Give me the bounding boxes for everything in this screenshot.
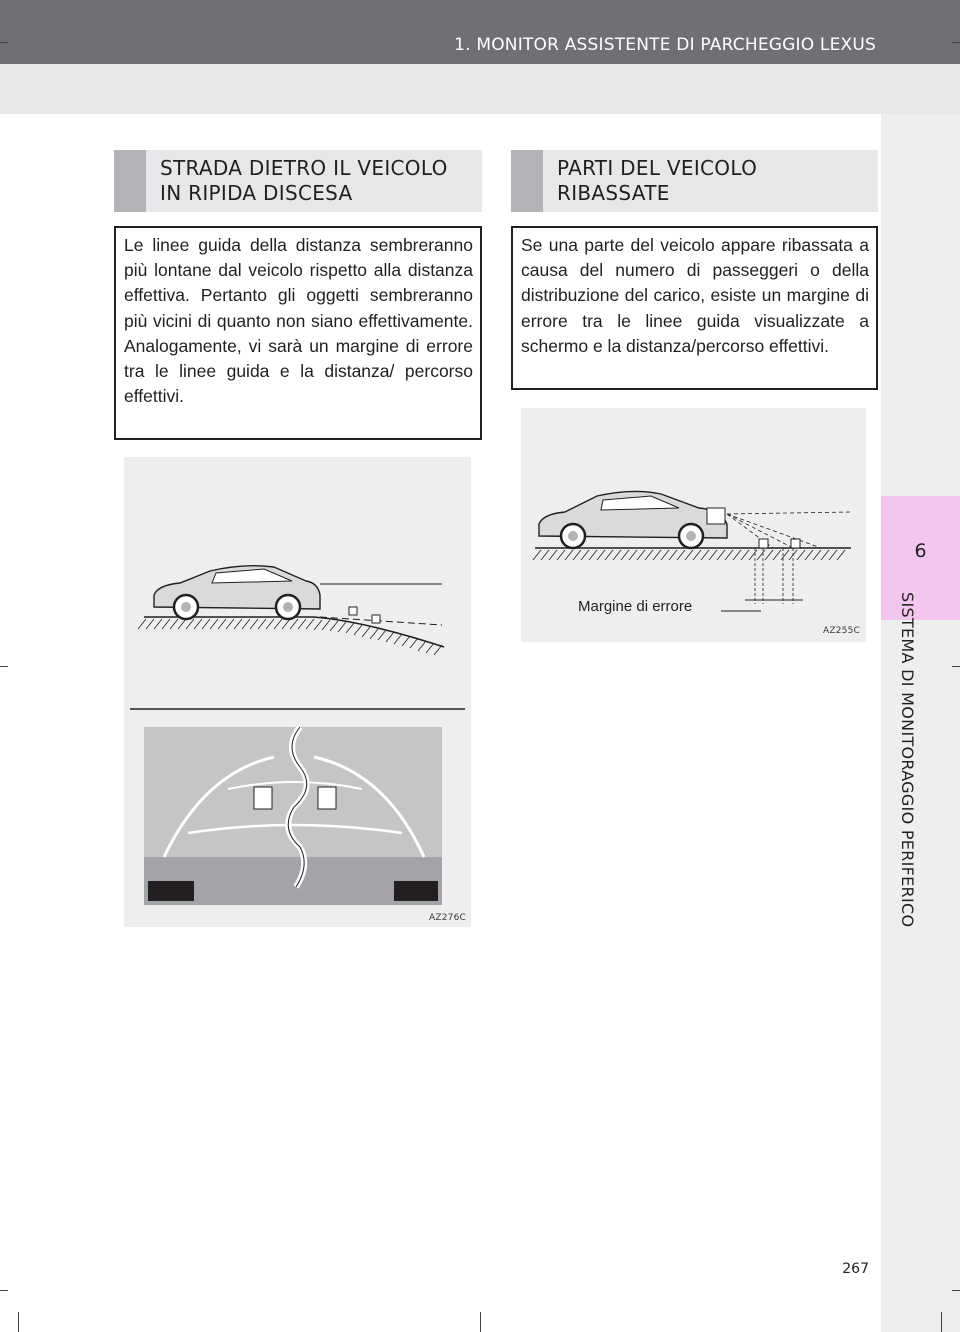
figure-lowered-parts	[521, 408, 866, 642]
crop-mark	[0, 666, 8, 667]
chapter-tab[interactable]	[881, 496, 960, 620]
figure-lowered-parts-drawing	[521, 408, 866, 642]
chapter-number: 6	[914, 540, 927, 562]
section-accent	[511, 150, 543, 212]
crop-mark	[0, 42, 8, 43]
crop-mark	[18, 1312, 19, 1332]
section-text: Le linee guida della distanza sembreranno più lontane dal veicolo rispetto alla distanza effettiva. Pertanto gli oggetti sembreranno più vicini di quanto non siano effettivamente. Analogamente, vi sarà un margine di errore tra le linee guida e la distanza/ percorso effettivi.	[124, 235, 473, 407]
crop-mark	[941, 1312, 942, 1332]
section-title	[160, 156, 474, 206]
section-title-line: PARTI DEL VEICOLO	[557, 156, 758, 180]
section-heading-steep-slope	[114, 150, 482, 212]
header-title: 1. MONITOR ASSISTENTE DI PARCHEGGIO LEXUS	[454, 35, 876, 55]
crop-mark	[952, 42, 960, 43]
section-text: Se una parte del veicolo appare ribassata a causa del numero di passeggeri o della distribuzione del carico, esiste un margine di errore tra le linee guida visualizzate a schermo e la distanza/percorso effettivi.	[521, 235, 869, 356]
header-band	[0, 64, 960, 114]
figure-label-margin: Margine di errore	[578, 598, 693, 615]
section-title	[557, 156, 870, 206]
figure-steep-slope-drawing	[124, 457, 471, 927]
crop-mark	[480, 1312, 481, 1332]
figure-code: AZ276C	[429, 913, 466, 923]
side-strip	[881, 114, 960, 1332]
section-title-line: RIBASSATE	[557, 181, 670, 205]
crop-mark	[0, 1290, 8, 1291]
section-body-lowered-parts	[511, 226, 878, 390]
figure-code: AZ255C	[823, 626, 860, 636]
section-title-line: STRADA DIETRO IL VEICOLO	[160, 156, 448, 180]
section-body-steep-slope	[114, 226, 482, 440]
section-title-line: IN RIPIDA DISCESA	[160, 181, 353, 205]
figure-steep-slope	[124, 457, 471, 927]
crop-mark	[952, 1290, 960, 1291]
section-accent	[114, 150, 146, 212]
crop-mark	[952, 666, 960, 667]
header-bar	[0, 0, 960, 64]
chapter-title: SISTEMA DI MONITORAGGIO PERIFERICO	[898, 592, 917, 928]
page-number: 267	[842, 1261, 869, 1277]
section-heading-lowered-parts	[511, 150, 878, 212]
